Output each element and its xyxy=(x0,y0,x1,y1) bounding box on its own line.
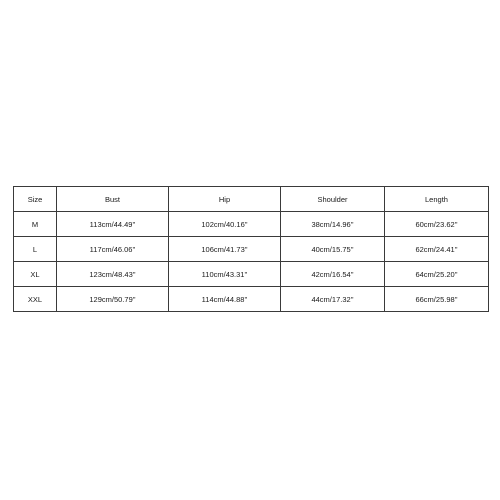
bust-cell: 113cm/44.49'' xyxy=(57,212,169,237)
shoulder-cell: 40cm/15.75'' xyxy=(281,237,385,262)
header-length: Length xyxy=(385,187,489,212)
size-cell: XXL xyxy=(14,287,57,312)
header-hip: Hip xyxy=(169,187,281,212)
hip-cell: 102cm/40.16'' xyxy=(169,212,281,237)
size-cell: L xyxy=(14,237,57,262)
shoulder-cell: 44cm/17.32'' xyxy=(281,287,385,312)
hip-cell: 110cm/43.31'' xyxy=(169,262,281,287)
bust-cell: 117cm/46.06'' xyxy=(57,237,169,262)
shoulder-cell: 42cm/16.54'' xyxy=(281,262,385,287)
table-header-row xyxy=(14,187,489,212)
length-cell: 64cm/25.20'' xyxy=(385,262,489,287)
table-row xyxy=(14,287,489,312)
size-cell: M xyxy=(14,212,57,237)
length-cell: 66cm/25.98'' xyxy=(385,287,489,312)
shoulder-cell: 38cm/14.96'' xyxy=(281,212,385,237)
size-cell: XL xyxy=(14,262,57,287)
hip-cell: 114cm/44.88'' xyxy=(169,287,281,312)
table-row xyxy=(14,237,489,262)
header-bust: Bust xyxy=(57,187,169,212)
table-row xyxy=(14,262,489,287)
header-shoulder: Shoulder xyxy=(281,187,385,212)
length-cell: 60cm/23.62'' xyxy=(385,212,489,237)
table-row xyxy=(14,212,489,237)
size-chart-table xyxy=(13,186,489,312)
hip-cell: 106cm/41.73'' xyxy=(169,237,281,262)
bust-cell: 129cm/50.79'' xyxy=(57,287,169,312)
bust-cell: 123cm/48.43'' xyxy=(57,262,169,287)
header-size: Size xyxy=(14,187,57,212)
length-cell: 62cm/24.41'' xyxy=(385,237,489,262)
